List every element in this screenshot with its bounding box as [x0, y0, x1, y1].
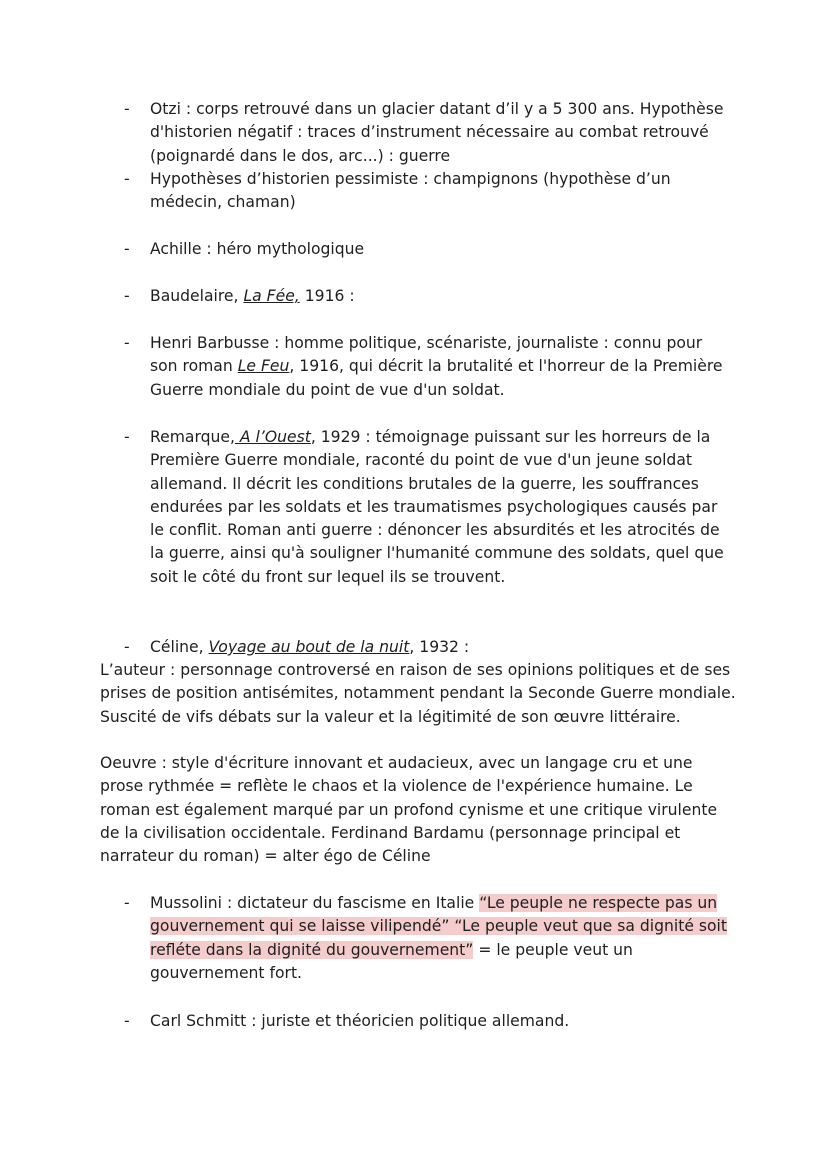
bullet-dash: - — [124, 100, 130, 118]
list-item-celine — [124, 636, 734, 659]
item-text-pre: Henri Barbusse : homme politique, scénariste, journaliste : connu pour son roman — [150, 334, 703, 376]
item-text: Carl Schmitt : juriste et théoricien politique allemand. — [150, 1012, 570, 1030]
paragraph-auteur: L’auteur : personnage controversé en raison de ses opinions politiques et de ses prises de position antisémites, notamment pendant la Seconde Guerre mondiale. Suscité de vifs débats sur la valeur et la légitimité de son œuvre littéraire. — [100, 661, 736, 726]
item-text — [150, 636, 734, 659]
list-item-otzi-hypothesis — [124, 168, 734, 215]
bullet-dash: - — [124, 287, 130, 305]
bullet-dash: - — [124, 240, 130, 258]
work-title: Voyage au bout de la nuit — [208, 638, 410, 656]
list-item-achille — [124, 238, 734, 261]
work-title: La Fée, — [243, 287, 300, 305]
item-text: Otzi : corps retrouvé dans un glacier datant d’il y a 5 300 ans. Hypothèse d'historien négatif : traces d’instrument nécessaire au combat retrouvé (poignardé dans le dos, arc...) : guerre — [150, 100, 724, 165]
item-text-post: , 1916, qui décrit la brutalité et l'horreur de la Première Guerre mondiale du point de vue d'un soldat. — [150, 357, 723, 399]
item-text-post: = le peuple veut un gouvernement fort. — [150, 940, 633, 982]
item-text-post: , 1932 : — [409, 638, 470, 656]
list-item-barbusse — [124, 332, 734, 402]
item-text-pre: Baudelaire, — [150, 287, 244, 305]
item-text-pre: Céline, — [150, 638, 209, 656]
item-text — [150, 892, 734, 985]
bullet-dash: - — [124, 428, 130, 446]
bullet-dash: - — [124, 1012, 130, 1030]
item-text-post: , 1929 : témoignage puissant sur les horreurs de la Première Guerre mondiale, raconté du point de vue d'un jeune soldat allemand. Il décrit les conditions brutales de la guerre, les souffrances endurées par les soldats et les traumatismes psychologiques causés par le conflit. Roman anti guerre : dénoncer les absurdités et les atrocités de la guerre, ainsi qu'à souligner l'humanité commune des soldats, quel que soit le côté du front sur lequel ils se trouvent. — [150, 428, 724, 586]
bullet-dash: - — [124, 170, 130, 188]
list-item-schmitt — [124, 1010, 734, 1033]
item-text: Hypothèses d’historien pessimiste : champignons (hypothèse d’un médecin, chaman) — [150, 170, 671, 212]
list-item-remarque — [124, 426, 734, 589]
item-text — [150, 285, 734, 308]
item-text-pre: Mussolini : dictateur du fascisme en Italie — [150, 894, 480, 912]
bullet-dash: - — [124, 894, 130, 912]
item-text — [150, 426, 734, 589]
highlighted-quote: “Le peuple ne respecte pas un gouvernement qui se laisse vilipendé” “Le peuple veut que sa dignité soit refléte dans la dignité du gouvernement” — [150, 894, 727, 959]
work-title: A l’Ouest — [234, 428, 311, 446]
item-text — [150, 332, 734, 402]
paragraph-oeuvre: Oeuvre : style d'écriture innovant et audacieux, avec un langage cru et une prose rythmée = reflète le chaos et la violence de l'expérience humaine. Le roman est également marqué par un profond cynisme et une critique virulente de la civilisation occidentale. Ferdinand Bardamu (personnage principal et narrateur du roman) = alter égo de Céline — [100, 754, 718, 866]
bullet-dash: - — [124, 638, 130, 656]
list-item-baudelaire — [124, 285, 734, 308]
work-title: Le Feu — [237, 357, 290, 376]
item-text: Achille : héro mythologique — [150, 240, 365, 258]
list-item-mussolini — [124, 892, 734, 985]
item-text-pre: Remarque, — [150, 428, 235, 446]
list-item-otzi — [124, 98, 734, 168]
item-text-post: 1916 : — [299, 287, 355, 305]
bullet-dash: - — [124, 334, 130, 352]
